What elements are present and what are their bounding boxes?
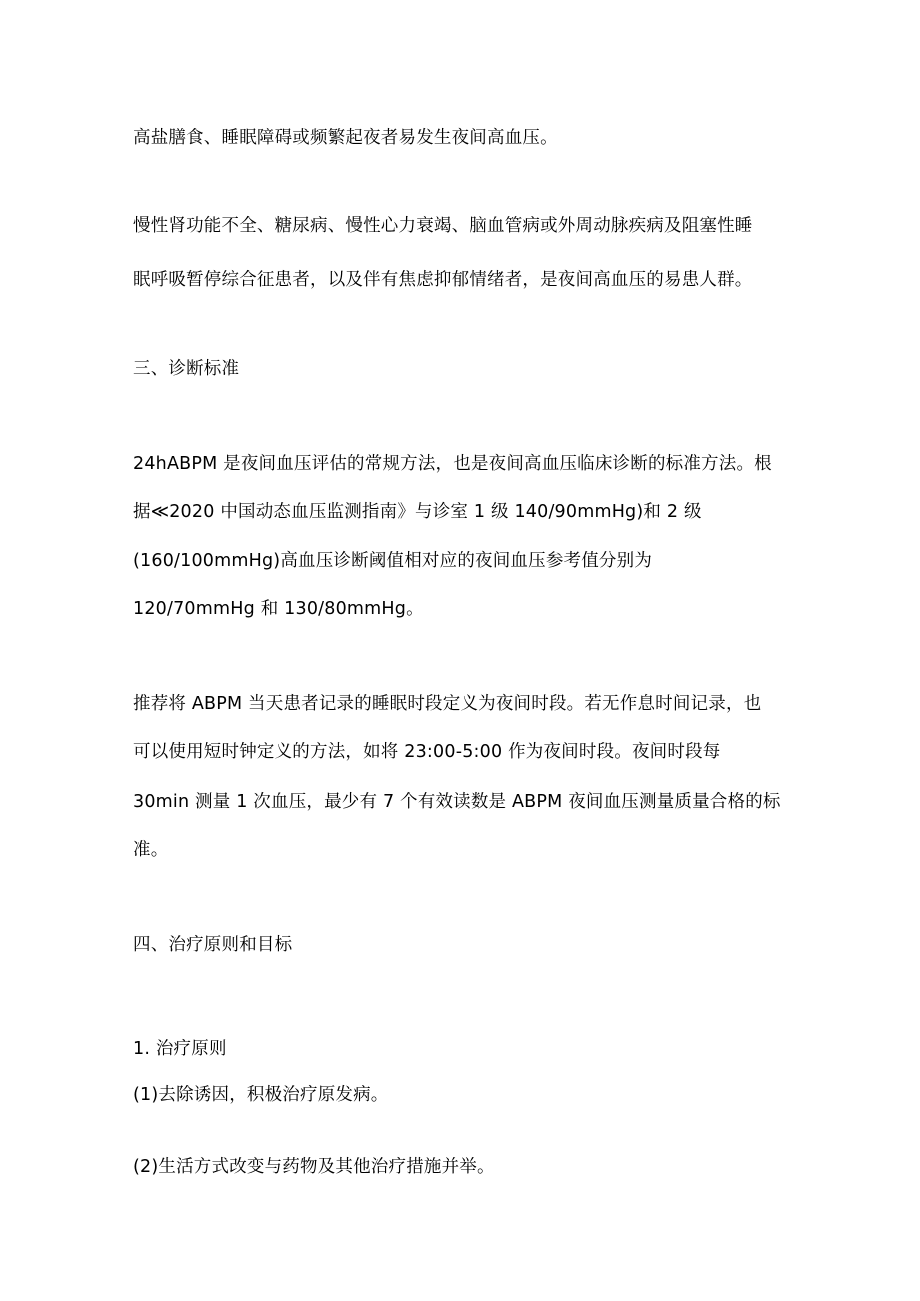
paragraph-salt-risk: 高盐膳食、睡眠障碍或频繁起夜者易发生夜间高血压。 [133, 128, 558, 148]
paragraph-sleep-period-line-1: 推荐将 ABPM 当天患者记录的睡眠时段定义为夜间时段。若无作息时间记录，也 [133, 694, 762, 714]
paragraph-sleep-period-line-3: 30min 测量 1 次血压，最少有 7 个有效读数是 ABPM 夜间血压测量质量合格的标 [133, 792, 781, 812]
section-heading-diagnosis: 三、诊断标准 [133, 359, 240, 379]
section-heading-treatment: 四、治疗原则和目标 [133, 935, 293, 955]
paragraph-risk-groups-line-1: 慢性肾功能不全、糖尿病、慢性心力衰竭、脑血管病或外周动脉疾病及阻塞性睡 [133, 216, 753, 236]
paragraph-risk-groups-line-2: 眠呼吸暂停综合征患者，以及伴有焦虑抑郁情绪者，是夜间高血压的易患人群。 [133, 270, 753, 290]
paragraph-sleep-period-line-2: 可以使用短时钟定义的方法，如将 23:00-5:00 作为夜间时段。夜间时段每 [133, 742, 721, 762]
paragraph-abpm-line-4: 120/70mmHg 和 130/80mmHg。 [133, 599, 424, 619]
subheading-treatment-principles: 1. 治疗原则 [133, 1039, 227, 1059]
paragraph-abpm-line-3: (160/100mmHg)高血压诊断阈值相对应的夜间血压参考值分别为 [133, 551, 653, 571]
paragraph-abpm-line-2: 据≪2020 中国动态血压监测指南》与诊室 1 级 140/90mmHg)和 2 级 [133, 502, 702, 522]
list-item-lifestyle-and-drugs: (2)生活方式改变与药物及其他治疗措施并举。 [133, 1157, 495, 1177]
paragraph-sleep-period-line-4: 准。 [133, 840, 169, 860]
paragraph-abpm-line-1: 24hABPM 是夜间血压评估的常规方法，也是夜间高血压临床诊断的标准方法。根 [133, 454, 772, 474]
list-item-remove-causes: (1)去除诱因，积极治疗原发病。 [133, 1085, 389, 1105]
